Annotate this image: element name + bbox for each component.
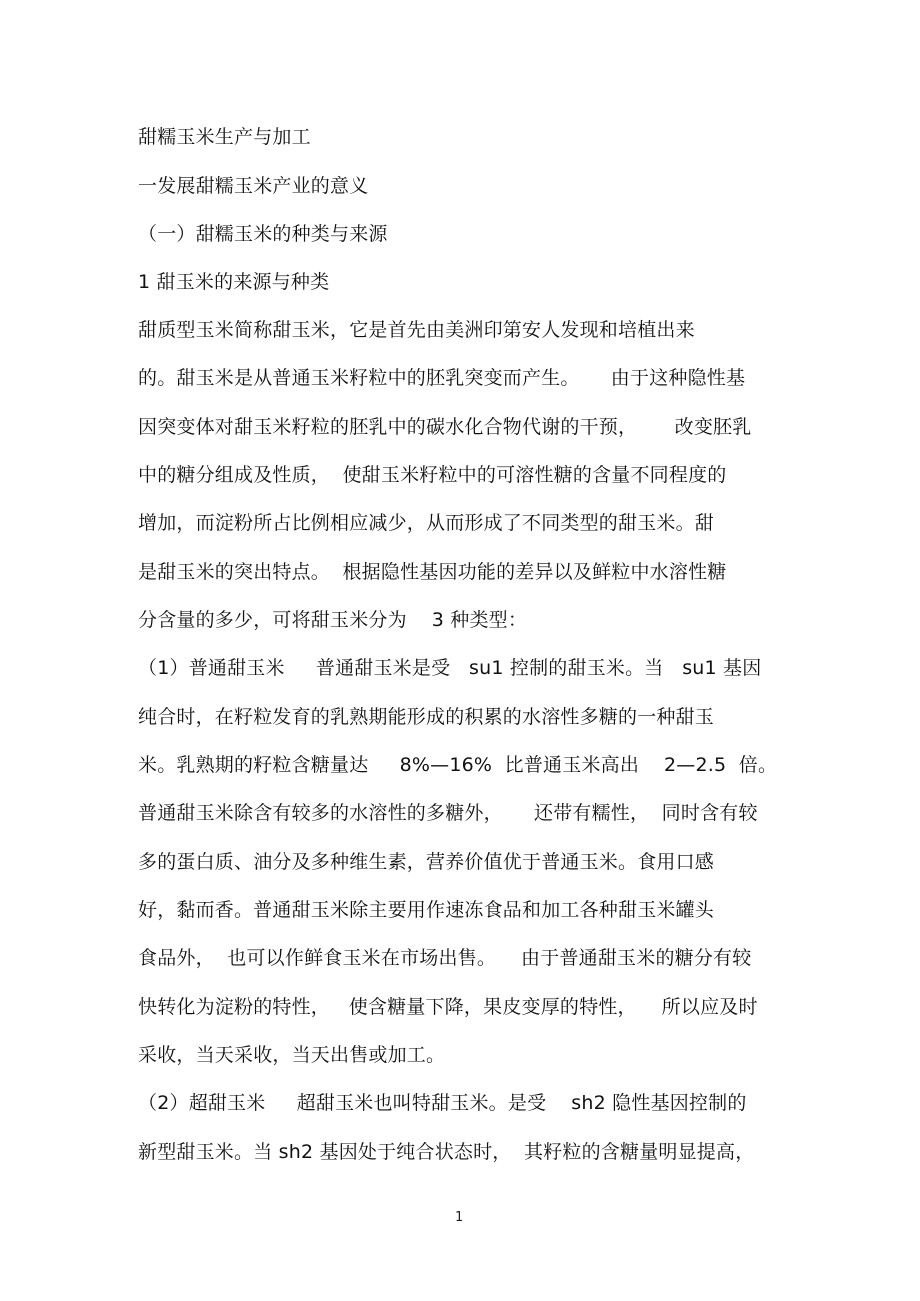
body-text-line: 纯合时，在籽粒发育的乳熟期能形成的积累的水溶性多糖的一种甜玉 <box>138 706 715 728</box>
section-heading: 一发展甜糯玉米产业的意义 <box>138 175 369 197</box>
body-text-line: 多的蛋白质、油分及多种维生素，营养价值优于普通玉米。食用口感 <box>138 851 715 873</box>
body-text-line: 甜质型玉米简称甜玉米，它是首先由美洲印第安人发现和培植出来 <box>138 319 695 341</box>
body-text-line: 因突变体对甜玉米籽粒的胚乳中的碳水化合物代谢的干预， 改变胚乳 <box>138 416 752 438</box>
body-text-line: 增加，而淀粉所占比例相应减少，从而形成了不同类型的甜玉米。甜 <box>138 512 715 534</box>
body-text-line: 食品外， 也可以作鲜食玉米在市场出售。 由于普通甜玉米的糖分有较 <box>138 947 752 969</box>
body-text-line: 的。甜玉米是从普通玉米籽粒中的胚乳突变而产生。 由于这种隐性基 <box>138 367 746 389</box>
body-text-line: 米。乳熟期的籽粒含糖量达 8%—16% 比普通玉米高出 2—2.5 倍。 <box>138 754 778 776</box>
subsection-heading: （一）甜糯玉米的种类与来源 <box>138 223 388 245</box>
body-text-line: 新型甜玉米。当 sh2 基因处于纯合状态时， 其籽粒的含糖量明显提高， <box>138 1141 755 1163</box>
body-text-line: 快转化为淀粉的特性， 使含糖量下降，果皮变厚的特性， 所以应及时 <box>138 996 758 1018</box>
body-text-line: 采收，当天采收，当天出售或加工。 <box>138 1044 446 1066</box>
page-number: 1 <box>455 1210 464 1225</box>
body-text-line: 分含量的多少，可将甜玉米分为 3 种类型： <box>138 609 528 631</box>
body-text-line: 是甜玉米的突出特点。 根据隐性基因功能的差异以及鲜粒中水溶性糖 <box>138 561 727 583</box>
subsubsection-heading: 1 甜玉米的来源与种类 <box>138 271 330 293</box>
body-text-line: 好，黏而香。普通甜玉米除主要用作速冻食品和加工各种甜玉米罐头 <box>138 899 715 921</box>
body-text-line: （1）普通甜玉米 普通甜玉米是受 su1 控制的甜玉米。当 su1 基因 <box>138 657 762 679</box>
document-title: 甜糯玉米生产与加工 <box>138 126 311 148</box>
body-text-line: 中的糖分组成及性质， 使甜玉米籽粒中的可溶性糖的含量不同程度的 <box>138 464 727 486</box>
body-text-line: 普通甜玉米除含有较多的水溶性的多糖外， 还带有糯性， 同时含有较 <box>138 802 758 824</box>
body-text-line: （2）超甜玉米 超甜玉米也叫特甜玉米。是受 sh2 隐性基因控制的 <box>138 1092 747 1114</box>
